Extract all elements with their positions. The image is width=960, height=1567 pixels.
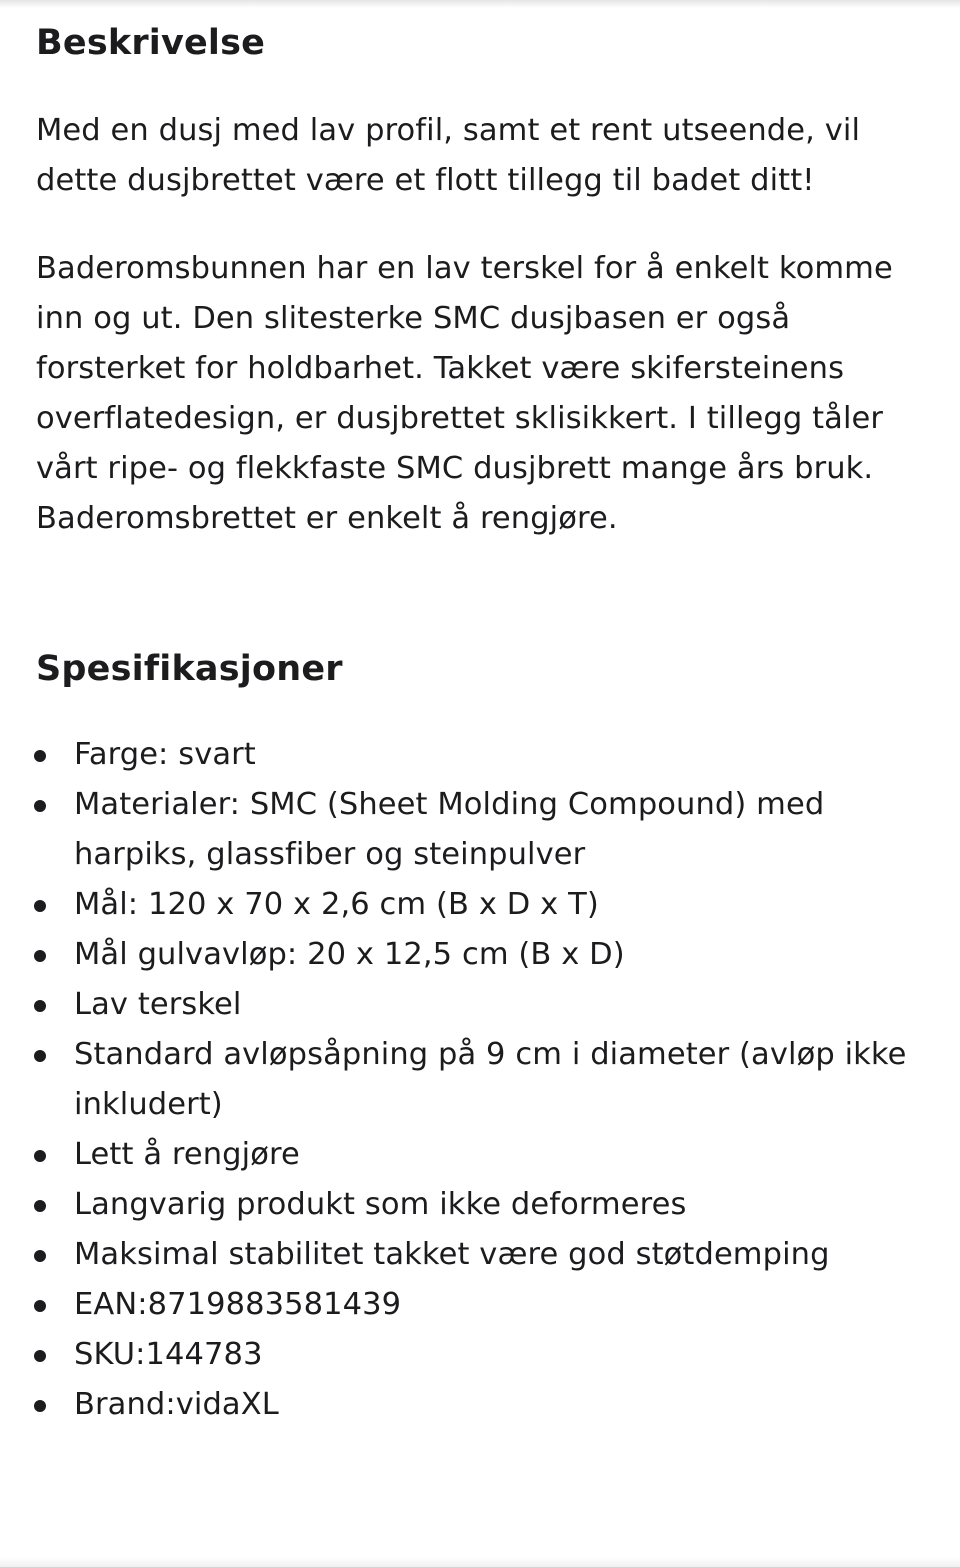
bullet-icon	[34, 1250, 46, 1262]
spec-item-text: Materialer: SMC (Sheet Molding Compound) med harpiks, glassfiber og steinpulver	[74, 787, 825, 872]
bullet-icon	[34, 950, 46, 962]
bullet-icon	[34, 1150, 46, 1162]
spec-item	[36, 780, 936, 880]
product-details	[36, 18, 936, 1430]
spec-item-text: SKU:144783	[74, 1337, 263, 1372]
spec-item	[36, 1130, 936, 1180]
bullet-icon	[34, 800, 46, 812]
bullet-icon	[34, 1200, 46, 1212]
spec-item-text: Lav terskel	[74, 987, 242, 1022]
spec-item-text: Standard avløpsåpning på 9 cm i diameter (avløp ikke inkludert)	[74, 1037, 907, 1122]
spec-item	[36, 1030, 936, 1130]
spec-item-text: Mål: 120 x 70 x 2,6 cm (B x D x T)	[74, 887, 599, 922]
spec-item	[36, 1280, 936, 1330]
bullet-icon	[34, 1300, 46, 1312]
spec-item	[36, 1380, 936, 1430]
spec-item-text: Langvarig produkt som ikke deformeres	[74, 1187, 687, 1222]
spec-item	[36, 930, 936, 980]
spec-item	[36, 1330, 936, 1380]
specifications-list	[36, 730, 936, 1430]
spec-item-text: Lett å rengjøre	[74, 1137, 300, 1172]
bullet-icon	[34, 1400, 46, 1412]
spec-item	[36, 730, 936, 780]
spec-item-text: Maksimal stabilitet takket være god støtdemping	[74, 1237, 830, 1272]
spec-item-text: EAN:8719883581439	[74, 1287, 402, 1322]
bullet-icon	[34, 1050, 46, 1062]
description-paragraph: Med en dusj med lav profil, samt et rent utseende, vil dette dusjbrettet være et flott tillegg til badet ditt!	[36, 113, 861, 198]
bullet-icon	[34, 750, 46, 762]
description-paragraph: Baderomsbunnen har en lav terskel for å enkelt komme inn og ut. Den slitesterke SMC dusjbasen er også forsterket for holdbarhet. Takket være skifersteinens overflatedesign, er dusjbrettet sklisikkert. I tillegg tåler vårt ripe- og flekkfaste SMC dusjbrett mange års bruk. Baderomsbrettet er enkelt å rengjøre.	[36, 251, 893, 536]
bottom-edge-shadow	[0, 1557, 960, 1567]
spec-item	[36, 1180, 936, 1230]
description-heading: Beskrivelse	[36, 23, 266, 63]
bullet-icon	[34, 900, 46, 912]
bullet-icon	[34, 1350, 46, 1362]
specifications-heading: Spesifikasjoner	[36, 649, 343, 689]
description-section	[36, 18, 936, 544]
spec-item	[36, 980, 936, 1030]
spec-item	[36, 880, 936, 930]
bullet-icon	[34, 1000, 46, 1012]
spec-item-text: Brand:vidaXL	[74, 1387, 279, 1422]
spec-item-text: Farge: svart	[74, 737, 256, 772]
spec-item-text: Mål gulvavløp: 20 x 12,5 cm (B x D)	[74, 937, 625, 972]
top-edge-shadow	[0, 0, 960, 8]
specifications-section	[36, 644, 936, 1430]
spec-item	[36, 1230, 936, 1280]
